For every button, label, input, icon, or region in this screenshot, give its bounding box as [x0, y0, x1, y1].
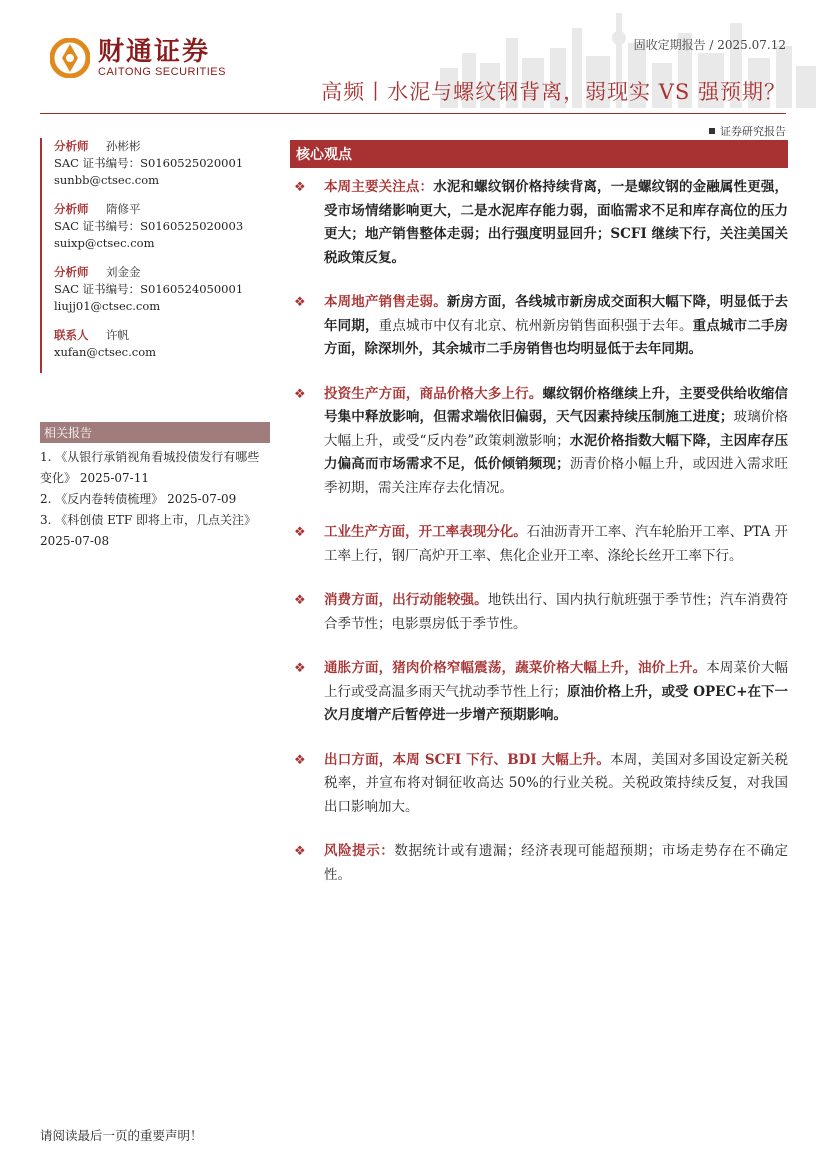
- point-lead: 通胀方面，猪肉价格窄幅震荡，蔬菜价格大幅上升，油价上升。: [324, 660, 707, 676]
- point-lead: 本周主要关注点：: [324, 179, 434, 195]
- diamond-bullet-icon: ❖: [294, 661, 306, 676]
- point-text: 新房方面，各线城市新房成交面积大幅下降，明显低于去年同期，: [324, 294, 789, 334]
- analyst-role: 分析师: [54, 139, 89, 153]
- point-lead: 投资生产方面，商品价格大多上行。: [324, 385, 543, 402]
- report-type-date: 固收定期报告 / 2025.07.12: [633, 38, 786, 52]
- analyst-email[interactable]: suixp@ctsec.com: [54, 236, 155, 250]
- analyst-name: 刘金金: [106, 265, 141, 279]
- report-category: [709, 123, 786, 139]
- report-category-label: 证券研究报告: [720, 125, 786, 138]
- point-text: 玻璃价格大幅上升，或受“反内卷”政策刺激影响；: [324, 409, 789, 449]
- logo-english: CAITONG SECURITIES: [98, 66, 226, 78]
- point-text: 数据统计或有遗漏；经济表现可能超预期；市场走势存在不确定性。: [324, 843, 788, 883]
- analyst-cert: SAC 证书编号：S0160524050001: [54, 282, 244, 296]
- analyst-role: 分析师: [54, 202, 89, 216]
- point-lead: 风险提示：: [324, 843, 395, 859]
- point-text: 本周菜价大幅上行或受高温多雨天气扰动季节性上行；: [324, 660, 789, 700]
- analyst-name: 孙彬彬: [106, 139, 141, 153]
- diamond-bullet-icon: ❖: [294, 525, 306, 540]
- key-point: [290, 657, 788, 728]
- analyst-email[interactable]: liujj01@ctsec.com: [54, 299, 161, 313]
- related-reports-heading: 相关报告: [40, 422, 270, 443]
- key-point: [290, 749, 788, 820]
- key-point: [290, 383, 788, 501]
- point-text: 水泥价格指数大幅下降，主因库存压力偏高而市场需求不足，低价倾销频现；: [324, 432, 789, 472]
- diamond-bullet-icon: ❖: [294, 386, 306, 402]
- diamond-bullet-icon: ❖: [294, 593, 306, 608]
- key-point: [290, 521, 788, 568]
- point-text: 螺纹钢价格继续上升，主要受供给收缩信号集中释放影响，但需求端依旧偏弱，天气因素持续压制施工进度；: [324, 385, 789, 425]
- analyst-sidebar: [40, 138, 272, 373]
- point-lead: 出口方面，本周 SCFI 下行、BDI 大幅上升。: [324, 751, 611, 768]
- diamond-bullet-icon: ❖: [294, 180, 306, 195]
- related-report-item[interactable]: 3. 《科创债 ETF 即将上市，几点关注》 2025-07-08: [40, 513, 256, 548]
- square-icon: [709, 128, 715, 134]
- point-text: 石油沥青开工率、汽车轮胎开工率、PTA 开工率上行，钢厂高炉开工率、焦化企业开工率、涤纶长丝开工率下行。: [324, 524, 789, 564]
- title-divider: [40, 113, 786, 114]
- contact-card: [42, 327, 272, 361]
- logo-chinese: 财通证券: [98, 37, 211, 67]
- point-lead: 工业生产方面，开工率表现分化。: [324, 524, 527, 540]
- related-report-item[interactable]: 2. 《反内卷转债梳理》 2025-07-09: [40, 492, 237, 506]
- point-text: 重点城市中仅有北京、杭州新房销售面积强于去年。: [378, 317, 693, 334]
- point-lead: 消费方面，出行动能较强。: [324, 592, 488, 608]
- point-text: 重点城市二手房方面，除深圳外，其余城市二手房销售也均明显低于去年同期。: [324, 317, 789, 357]
- analyst-card: [42, 138, 272, 189]
- related-reports: [40, 422, 270, 552]
- key-point: [290, 840, 788, 887]
- company-logo: [50, 38, 226, 78]
- analyst-role: 分析师: [54, 265, 89, 279]
- core-views: [290, 140, 788, 887]
- analyst-card: [42, 264, 272, 315]
- core-views-heading: 核心观点: [290, 140, 788, 168]
- disclaimer-note: 请阅读最后一页的重要声明！: [40, 1128, 203, 1143]
- point-text: 原油价格上升，或受 OPEC+在下一次月度增产后暂停进一步增产预期影响。: [324, 683, 789, 723]
- point-lead: 本周地产销售走弱。: [324, 294, 447, 310]
- key-point: [290, 176, 788, 270]
- key-point: [290, 589, 788, 636]
- analyst-name: 隋修平: [106, 202, 141, 216]
- diamond-bullet-icon: ❖: [294, 844, 306, 859]
- related-report-item[interactable]: 1. 《从银行承销视角看城投债发行有哪些变化》 2025-07-11: [40, 450, 260, 485]
- point-text: 水泥和螺纹钢价格持续背离，一是螺纹钢的金融属性更强，受市场情绪影响更大，二是水泥库存能力弱，面临需求不足和库存高位的压力更大；地产销售整体走弱；出行强度明显回升；SCFI 继续下行，关注美国关税政策反复。: [324, 179, 789, 266]
- contact-email[interactable]: xufan@ctsec.com: [54, 345, 157, 359]
- point-text: 地铁出行、国内执行航班强于季节性；汽车消费符合季节性；电影票房低于季节性。: [324, 592, 789, 632]
- analyst-email[interactable]: sunbb@ctsec.com: [54, 173, 160, 187]
- key-point: [290, 291, 788, 362]
- point-text: 本周，美国对多国设定新关税税率，并宣布将对铜征收高达 50%的行业关税。关税政策持续反复，对我国出口影响加大。: [324, 751, 788, 815]
- analyst-cert: SAC 证书编号：S0160525020001: [54, 156, 244, 170]
- logo-icon: [50, 38, 90, 78]
- analyst-cert: SAC 证书编号：S0160525020003: [54, 219, 244, 233]
- point-text: 沥青价格小幅上升，或因进入需求旺季初期，需关注库存去化情况。: [324, 456, 789, 496]
- report-title: 高频丨水泥与螺纹钢背离，弱现实 VS 强预期？: [321, 80, 786, 104]
- analyst-card: [42, 201, 272, 252]
- contact-name: 许帆: [106, 328, 129, 342]
- diamond-bullet-icon: ❖: [294, 295, 306, 310]
- contact-role: 联系人: [54, 328, 89, 342]
- diamond-bullet-icon: ❖: [294, 752, 306, 768]
